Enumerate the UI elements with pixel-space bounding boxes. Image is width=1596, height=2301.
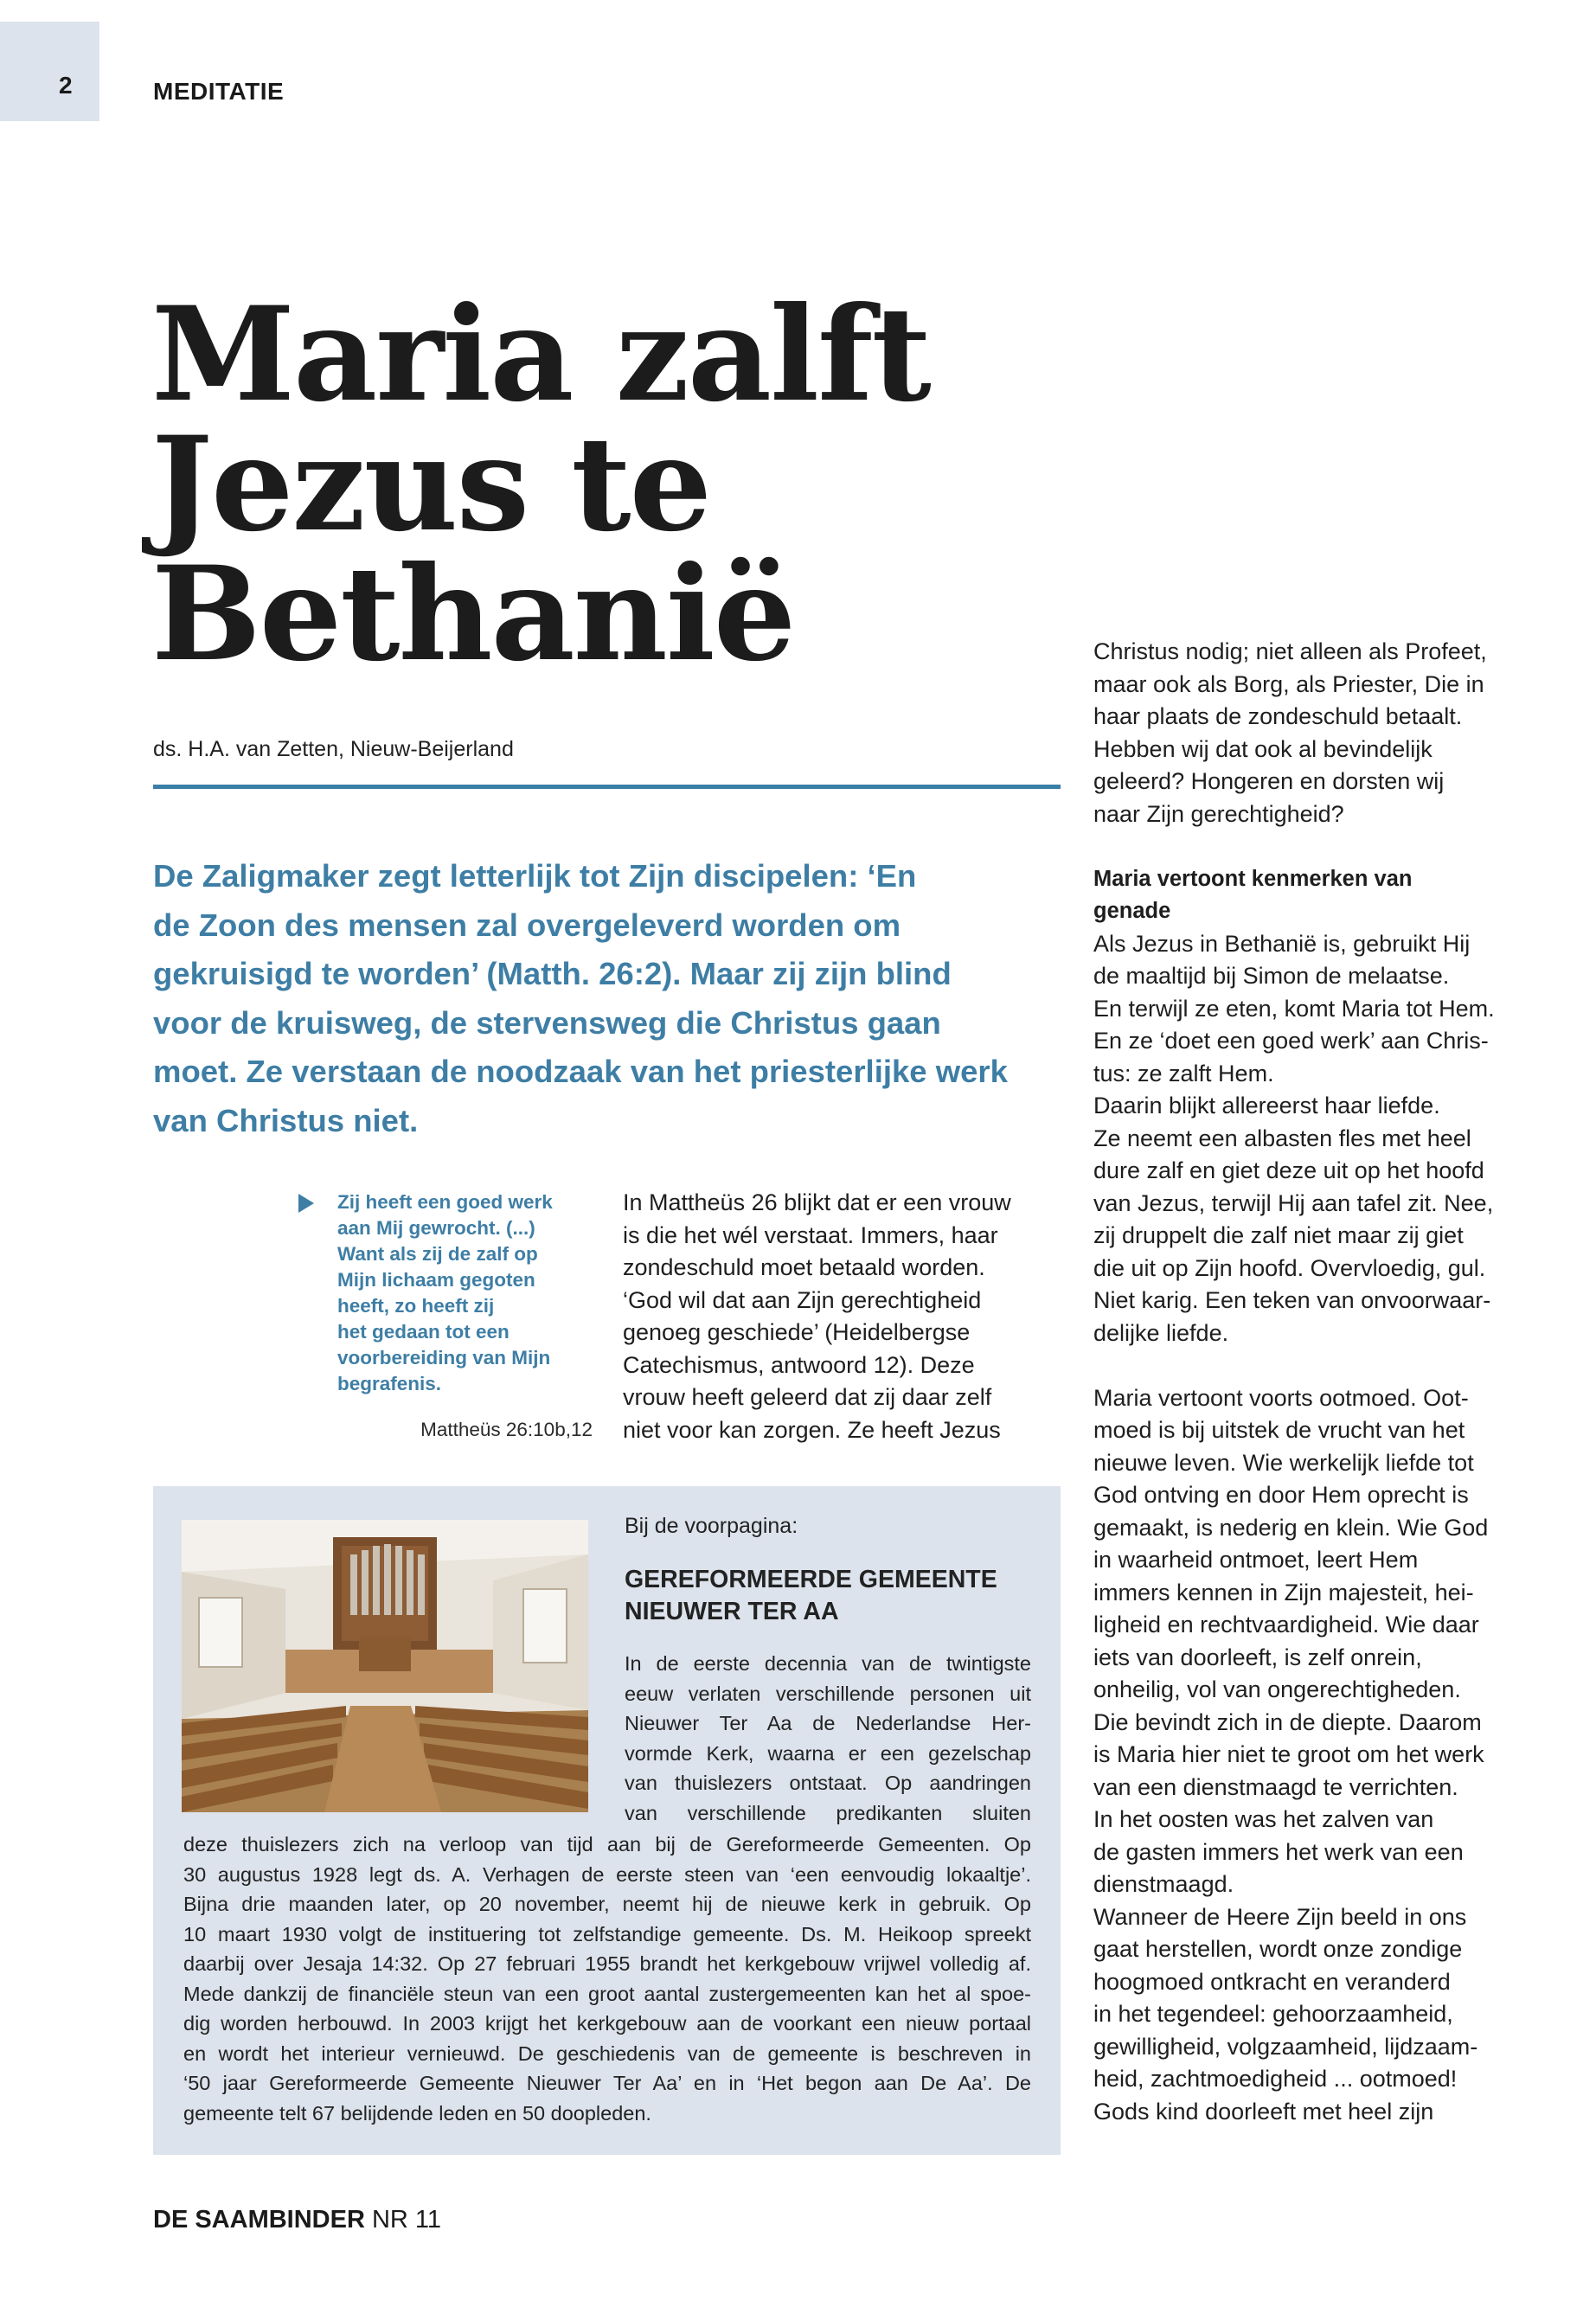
- quote-line: het gedaan tot een: [337, 1321, 510, 1343]
- body-line: Daarin blijkt allereerst haar liefde.: [1093, 1093, 1440, 1118]
- title-line: Maria zalft: [151, 279, 930, 431]
- body-line: ‘God wil dat aan Zijn gerechtigheid: [623, 1286, 982, 1313]
- body-line: moed is bij uitstek de vrucht van het: [1093, 1417, 1465, 1443]
- box-text-line: In de eerste decennia van de twintigste: [625, 1652, 1031, 1675]
- box-text-line: Bijna drie maanden later, op 20 november, neemt hij de nieuwe kerk in gebruik. Op: [183, 1893, 1031, 1915]
- body-line: Niet karig. Een teken van onvoorwaar-: [1093, 1287, 1491, 1313]
- box-text-line: dig worden herbouwd. In 2003 krijgt het kerkgebouw aan de voorkant een nieuw portaal: [183, 2012, 1031, 2035]
- body-line: haar plaats de zondeschuld betaalt.: [1093, 703, 1463, 729]
- magazine-name: DE SAAMBINDER: [153, 2206, 365, 2234]
- body-line: Catechismus, antwoord 12). Deze: [623, 1351, 975, 1378]
- page-number-tab: [0, 22, 99, 121]
- quote-line: Want als zij de zalf op: [337, 1243, 538, 1265]
- church-interior-photo: [182, 1520, 588, 1812]
- title-divider: [153, 785, 1061, 789]
- lead-paragraph: [153, 852, 1061, 1145]
- box-text-line: ‘50 jaar Gereformeerde Gemeente Nieuwer Ter Aa’ en in ‘Het begon aan De Aa’. De: [183, 2072, 1031, 2094]
- body-line: vrouw heeft geleerd dat zij daar zelf: [623, 1384, 992, 1410]
- title-line: Bethanië: [151, 538, 795, 690]
- issue-number: NR 11: [371, 2206, 442, 2234]
- lead-line: De Zaligmaker zegt letterlijk tot Zijn discipelen: ‘En: [153, 858, 917, 894]
- box-text-line: vormde Kerk, waarna er een gezelschap: [625, 1741, 1031, 1765]
- box-heading-line: NIEUWER TER AA: [625, 1598, 839, 1625]
- body-line: niet voor kan zorgen. Ze heeft Jezus: [623, 1416, 1001, 1443]
- body-line: Ze neemt een albasten fles met heel: [1093, 1125, 1471, 1151]
- lead-line: voor de kruisweg, de stervensweg die Christus gaan: [153, 1004, 941, 1041]
- box-heading-line: GEREFORMEERDE GEMEENTE: [625, 1566, 997, 1593]
- box-kicker: Bij de voorpagina:: [625, 1514, 798, 1538]
- lead-line: van Christus niet.: [153, 1102, 419, 1138]
- right-column: [1093, 636, 1543, 2128]
- box-heading: [625, 1564, 1040, 1628]
- body-line: onheilig, vol van ongerechtigheden.: [1093, 1676, 1461, 1702]
- body-line: iets van doorleeft, is zelf onrein,: [1093, 1644, 1422, 1670]
- body-line: Maria vertoont voorts ootmoed. Oot-: [1093, 1384, 1469, 1411]
- box-text-line: gemeente telt 67 belijdende leden en 50 doopleden.: [183, 2101, 651, 2125]
- box-text-line: en wordt het interieur vernieuwd. De geschiedenis van de gemeente is beschreven in: [183, 2041, 1031, 2065]
- paragraph-gap: [1093, 830, 1543, 863]
- lead-line: de Zoon des mensen zal overgeleverd worden om: [153, 907, 901, 943]
- body-line: Hebben wij dat ook al bevindelijk: [1093, 735, 1433, 762]
- body-line: Als Jezus in Bethanië is, gebruikt Hij: [1093, 930, 1471, 957]
- body-line: En ze ‘doet een goed werk’ aan Chris-: [1093, 1028, 1489, 1054]
- body-line: naar Zijn gerechtigheid?: [1093, 800, 1344, 827]
- body-line: van Jezus, terwijl Hij aan tafel zit. Nee,: [1093, 1189, 1494, 1216]
- box-text-full-width: [183, 1830, 1031, 2128]
- body-line: heid, zachtmoedigheid ... ootmoed!: [1093, 2066, 1458, 2092]
- body-line: dure zalf en giet deze uit op het hoofd: [1093, 1157, 1484, 1183]
- body-line: gewilligheid, volgzaamheid, lijdzaam-: [1093, 2033, 1478, 2060]
- body-line: nieuwe leven. Wie werkelijk liefde tot: [1093, 1449, 1474, 1476]
- body-line: zondeschuld moet betaald worden.: [623, 1254, 985, 1280]
- body-line: hoogmoed ontkracht en veranderd: [1093, 1968, 1451, 1995]
- body-line: tus: ze zalft Hem.: [1093, 1060, 1274, 1086]
- body-line: gemaakt, is nederig en klein. Wie God: [1093, 1514, 1489, 1541]
- box-text-line: van thuislezers ontstaat. Op aandringen: [625, 1772, 1031, 1794]
- box-text-line: 30 augustus 1928 legt ds. A. Verhagen de eerste steen van ‘een eenvoudig lokaaltje’.: [183, 1862, 1031, 1886]
- subheading: genade: [1093, 899, 1171, 923]
- body-line: zij druppelt die zalf niet maar zij giet: [1093, 1222, 1464, 1248]
- body-line: In Mattheüs 26 blijkt dat er een vrouw: [623, 1189, 1011, 1215]
- body-line: Wanneer de Heere Zijn beeld in ons: [1093, 1903, 1467, 1930]
- body-line: die uit op Zijn hoofd. Overvloedig, gul.: [1093, 1254, 1486, 1281]
- body-line: de maaltijd bij Simon de melaatse.: [1093, 963, 1450, 989]
- quote-line: heeft, zo heeft zij: [337, 1295, 495, 1317]
- quote-line: Mijn lichaam gegoten: [337, 1269, 535, 1291]
- box-text-line: 10 maart 1930 volgt de instituering tot zelfstandige gemeente. Ds. M. Heikoop spreekt: [183, 1922, 1031, 1945]
- quote-line: Zij heeft een goed werk: [337, 1191, 553, 1213]
- body-line: is die het wél verstaat. Immers, haar: [623, 1221, 998, 1248]
- quote-line: aan Mij gewrocht. (...): [337, 1217, 535, 1239]
- body-line: in waarheid ontmoet, leert Hem: [1093, 1547, 1419, 1573]
- body-line: Gods kind doorleeft met heel zijn: [1093, 2098, 1434, 2125]
- quote-reference: Mattheüs 26:10b,12: [420, 1419, 593, 1440]
- box-text-line: deze thuislezers zich na verloop van tijd aan bij de Gereformeerde Gemeenten. Op: [183, 1833, 1031, 1856]
- body-line: gaat herstellen, wordt onze zondige: [1093, 1936, 1463, 1962]
- subheading: Maria vertoont kenmerken van: [1093, 866, 1413, 891]
- article-title: [151, 279, 930, 690]
- quote-arrow-icon: [298, 1194, 314, 1213]
- body-line: dienstmaagd.: [1093, 1871, 1234, 1897]
- body-line: In het oosten was het zalven van: [1093, 1806, 1434, 1832]
- body-line: van een dienstmaagd te verrichten.: [1093, 1773, 1458, 1800]
- body-line: Christus nodig; niet alleen als Profeet,: [1093, 638, 1487, 664]
- body-line: ligheid en rechtvaardigheid. Wie daar: [1093, 1612, 1479, 1638]
- section-label: MEDITATIE: [153, 78, 285, 105]
- body-line: immers kennen in Zijn majesteit, hei-: [1093, 1579, 1474, 1606]
- body-line: maar ook als Borg, als Priester, Die in: [1093, 670, 1484, 697]
- page-number: 2: [59, 72, 73, 99]
- quote-line: begrafenis.: [337, 1373, 442, 1394]
- lead-line: gekruisigd te worden’ (Matth. 26:2). Maar zij zijn blind: [153, 956, 952, 991]
- box-text-line: van verschillende predikanten sluiten: [625, 1801, 1031, 1824]
- quote-line: voorbereiding van Mijn: [337, 1347, 551, 1368]
- title-line: Jezus te: [151, 408, 711, 561]
- box-text-line: daarbij over Jesaja 14:32. Op 27 februari 1955 brandt het kerkgebouw vrijwel volledig af.: [183, 1952, 1031, 1975]
- author-byline: ds. H.A. van Zetten, Nieuw-Beijerland: [153, 737, 514, 761]
- box-text-beside-photo: [625, 1649, 1031, 1828]
- body-line: genoeg geschiede’ (Heidelbergse: [623, 1319, 971, 1345]
- body-line: is Maria hier niet te groot om het werk: [1093, 1741, 1484, 1767]
- body-line: in het tegendeel: gehoorzaamheid,: [1093, 2001, 1453, 2027]
- body-line: de gasten immers het werk van een: [1093, 1838, 1464, 1865]
- body-line: geleerd? Hongeren en dorsten wij: [1093, 768, 1445, 794]
- body-line: Die bevindt zich in de diepte. Daarom: [1093, 1708, 1482, 1735]
- body-line: God ontving en door Hem oprecht is: [1093, 1482, 1469, 1508]
- body-line: En terwijl ze eten, komt Maria tot Hem.: [1093, 995, 1495, 1022]
- box-text-line: Nieuwer Ter Aa de Nederlandse Her-: [625, 1712, 1031, 1734]
- middle-column: [623, 1187, 1064, 1446]
- body-line: delijke liefde.: [1093, 1319, 1229, 1346]
- paragraph-gap: [1093, 1349, 1543, 1382]
- pull-quote: [337, 1189, 588, 1397]
- footer: [153, 2206, 441, 2234]
- box-text-line: Mede dankzij de financiële steun van een groot aantal zustergemeenten kan het al spoe-: [183, 1982, 1031, 2005]
- box-text-line: eeuw verlaten verschillende personen uit: [625, 1682, 1031, 1705]
- lead-line: moet. Ze verstaan de noodzaak van het priesterlijke werk: [153, 1054, 1008, 1089]
- church-interior-illustration: [182, 1520, 588, 1812]
